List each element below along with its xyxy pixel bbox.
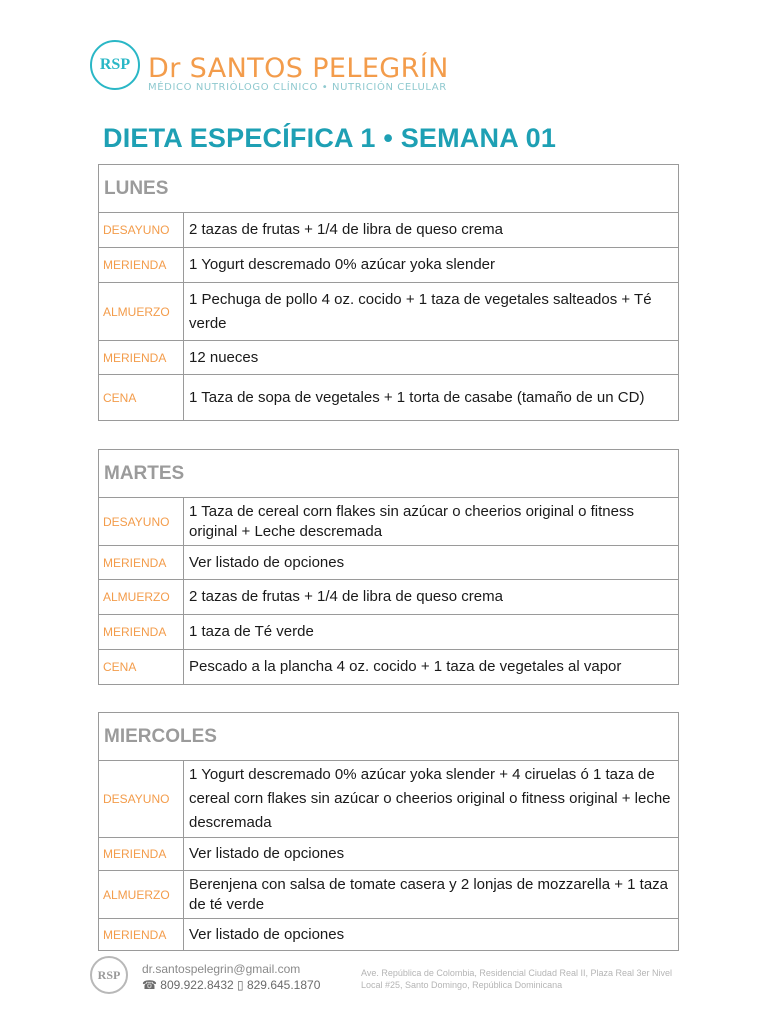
meal-row: [99, 213, 679, 248]
footer-address-line2: Local #25, Santo Domingo, República Dominicana: [361, 980, 563, 990]
day-table-miercoles: [98, 712, 679, 951]
meal-text: 1 taza de Té verde: [184, 615, 679, 650]
meal-label: DESAYUNO: [99, 213, 184, 248]
page-footer: [90, 956, 690, 1006]
meal-text: 1 Pechuga de pollo 4 oz. cocido + 1 taza de vegetales salteados + Té verde: [184, 283, 679, 341]
meal-text: 2 tazas de frutas + 1/4 de libra de queso crema: [184, 580, 679, 615]
meal-label: MERIENDA: [99, 546, 184, 580]
meal-row: [99, 650, 679, 685]
meal-label: MERIENDA: [99, 838, 184, 871]
footer-phones: ☎ 809.922.8432 ▯ 829.645.1870: [142, 978, 321, 992]
meal-label: ALMUERZO: [99, 580, 184, 615]
meal-label: MERIENDA: [99, 919, 184, 951]
meal-label: MERIENDA: [99, 248, 184, 283]
meal-text: 1 Taza de sopa de vegetales + 1 torta de casabe (tamaño de un CD): [184, 375, 679, 421]
logo-letters: RSP: [99, 56, 131, 73]
day-table-martes: [98, 449, 679, 685]
meal-row: [99, 615, 679, 650]
meal-label: CENA: [99, 375, 184, 421]
day-header-row: [99, 165, 679, 213]
page-header: [90, 40, 690, 100]
day-table-lunes: [98, 164, 679, 421]
meal-label: MERIENDA: [99, 341, 184, 375]
day-name: MARTES: [99, 450, 679, 498]
meal-text: 1 Yogurt descremado 0% azúcar yoka slender + 4 ciruelas ó 1 taza de cereal corn flakes sin azúcar o cheerios original o fitness original + leche descremada: [184, 761, 679, 838]
day-header-row: [99, 450, 679, 498]
meal-label: CENA: [99, 650, 184, 685]
meal-text: Ver listado de opciones: [184, 546, 679, 580]
meal-label: MERIENDA: [99, 615, 184, 650]
meal-label: ALMUERZO: [99, 283, 184, 341]
meal-row: [99, 919, 679, 951]
day-name: LUNES: [99, 165, 679, 213]
meal-text: 1 Taza de cereal corn flakes sin azúcar o cheerios original o fitness original + Leche descremada: [184, 498, 679, 546]
meal-row: [99, 498, 679, 546]
meal-row: [99, 546, 679, 580]
day-header-row: [99, 713, 679, 761]
meal-text: Ver listado de opciones: [184, 838, 679, 871]
meal-row: [99, 375, 679, 421]
meal-row: [99, 283, 679, 341]
footer-email: dr.santospelegrin@gmail.com: [142, 962, 301, 976]
meal-row: [99, 248, 679, 283]
brand-subtitle: MÉDICO NUTRIÓLOGO CLÍNICO • NUTRICIÓN CELULAR: [148, 82, 447, 93]
meal-text: Berenjena con salsa de tomate casera y 2 lonjas de mozzarella + 1 taza de té verde: [184, 871, 679, 919]
meal-row: [99, 871, 679, 919]
meal-row: [99, 341, 679, 375]
footer-logo-letters: RSP: [97, 968, 121, 982]
meal-text: Pescado a la plancha 4 oz. cocido + 1 taza de vegetales al vapor: [184, 650, 679, 685]
meal-text: 12 nueces: [184, 341, 679, 375]
brand-name: Dr SANTOS PELEGRÍN: [148, 53, 449, 84]
meal-row: [99, 580, 679, 615]
document-title: DIETA ESPECÍFICA 1 • SEMANA 01: [103, 123, 557, 153]
meal-label: DESAYUNO: [99, 498, 184, 546]
meal-text: Ver listado de opciones: [184, 919, 679, 951]
day-name: MIERCOLES: [99, 713, 679, 761]
meal-label: DESAYUNO: [99, 761, 184, 838]
meal-row: [99, 761, 679, 838]
meal-text: 2 tazas de frutas + 1/4 de libra de queso crema: [184, 213, 679, 248]
meal-text: 1 Yogurt descremado 0% azúcar yoka slender: [184, 248, 679, 283]
meal-row: [99, 838, 679, 871]
footer-address-line1: Ave. República de Colombia, Residencial Ciudad Real II, Plaza Real 3er Nivel: [361, 968, 672, 978]
meal-label: ALMUERZO: [99, 871, 184, 919]
